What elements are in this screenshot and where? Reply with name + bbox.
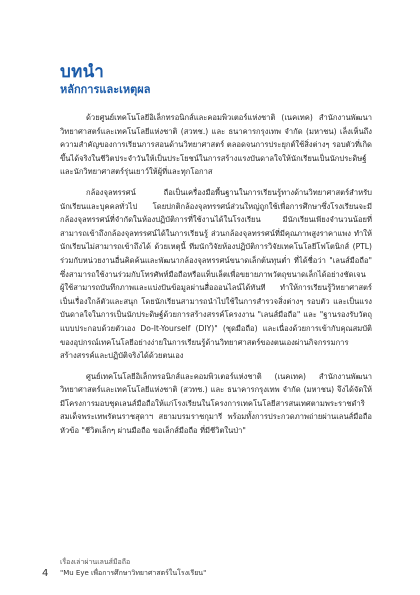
paragraph-1: ด้วยศูนย์เทคโนโลยีอิเล็กทรอนิกส์และคอมพิวเตอร์แห่งชาติ (เนคเทค) สำนักงานพัฒนาวิทยาศาสตร์และเทคโนโลยีแห่งชาติ (สวทช.) และ ธนาคารกรุงเทพ จำกัด (มหาชน) เล็งเห็นถึงความสำคัญของการเรียนการสอนด้านวิทยาศาสตร์ ตลอดจนการประยุกต์ใช้สิ่งต่างๆ รอบตัวที่เกิดขึ้นได้จริงในชีวิตประจำวันให้เป็นประโยชน์ในการสร้างแรงบันดาลใจให้นักเรียนเป็นนักประดิษฐ์และนักวิทยาศาสตร์รุ่นเยาว์ให้ผู้ที่และทุกโอกาส	[60, 113, 372, 177]
page-number: 4	[42, 568, 49, 579]
footer-book-title: เรื่องเล่าผ่านเลนส์มือถือ	[60, 558, 131, 566]
page-footer	[60, 557, 380, 579]
section-subtitle: หลักการและเหตุผล	[60, 83, 151, 96]
footer-book-subtitle: "Mu Eye เพื่อการศึกษาวิทยาศาสตร์ในโรงเรียน"	[60, 569, 207, 577]
paragraph-3: ศูนย์เทคโนโลยีอิเล็กทรอนิกส์และคอมพิวเตอร์แห่งชาติ (เนคเทค) สำนักงานพัฒนาวิทยาศาสตร์และเทคโนโลยีแห่งชาติ (สวทช.) และ ธนาคารกรุงเทพ จำกัด (มหาชน) จึงได้จัดให้มีโครงการมอบชุดเลนส์มือถือให้แก่โรงเรียนในโครงการเทคโนโลยีสารสนเทศตามพระราชดำริสมเด็จพระเทพรัตนราชสุดาฯ สยามบรมราชกุมารี พร้อมทั้งการประกวดภาพถ่ายผ่านเลนส์มือถือ หัวข้อ "ชีวิตเล็กๆ ผ่านมือถือ ขอเล็กส์มือถือ ที่มีชีวิตในป่า"	[60, 371, 372, 436]
body-text	[60, 111, 372, 445]
page-title: บทนำ	[60, 62, 105, 82]
paragraph-2: กล้องจุลทรรศน์ ถือเป็นเครื่องมือพื้นฐานในการเรียนรู้ทางด้านวิทยาศาสตร์สำหรับนักเรียนและบุคคลทั่วไป โดยปกติกล้องจุลทรรศน์ส่วนใหญ่ถูกใช้เพื่อการศึกษาซึ่งโรงเรียนจะมีกล้องจุลทรรศน์ที่จำกัดในห้องปฏิบัติการที่ใช้งานได้ในโรงเรียน มีนักเรียนเพียงจำนวนน้อยที่สามารถเข้าถึงกล้องจุลทรรศน์ได้ในการเรียนรู้ ส่วนกล้องจุลทรรศน์ที่มีคุณภาพสูงราคาแพง ทำให้นักเรียนไม่สามารถเข้าถึงได้ ด้วยเหตุนี้ ทีมนักวิจัยห้องปฏิบัติการวิจัยเทคโนโลยีโฟโตนิกส์ (PTL) ร่วมกับหน่วยงานอื่นคิดค้นและพัฒนากล้องจุลทรรศน์ขนาดเล็กต้นทุนต่ำ ที่ได้ชื่อว่า "เลนส์มือถือ" ซึ่งสามารถใช้งานร่วมกับโทรศัพท์มือถือหรือแท็บเล็ตเพื่อขยายภาพวัตถุขนาดเล็กได้อย่างชัดเจน ผู้ใช้สามารถบันทึกภาพและแบ่งปันข้อมูลผ่านสื่อออนไลน์ได้ทันที ทำให้การเรียนรู้วิทยาศาสตร์เป็นเรื่องใกล้ตัวและสนุก โดยนักเรียนสามารถนำไปใช้ในการสำรวจสิ่งต่างๆ รอบตัว และเป็นแรงบันดาลใจในการเป็นนักประดิษฐ์ด้วยการสร้างสรรค์โครงงาน "เลนส์มือถือ" และ "ฐานรองรับวัตถุแบบประกอบด้วยตัวเอง Do-It-Yourself (DIY)" (ชุดมือถือ) และเนื่องด้วยการเข้ากับคุณสมบัติของอุปกรณ์เทคโนโลยีอย่างง่ายในการเรียนรู้ด้านวิทยาศาสตร์ของตนเองผ่านกิจกรรมการสร้างสรรค์และปฏิบัติจริงได้ด้วยตนเอง	[60, 187, 372, 361]
